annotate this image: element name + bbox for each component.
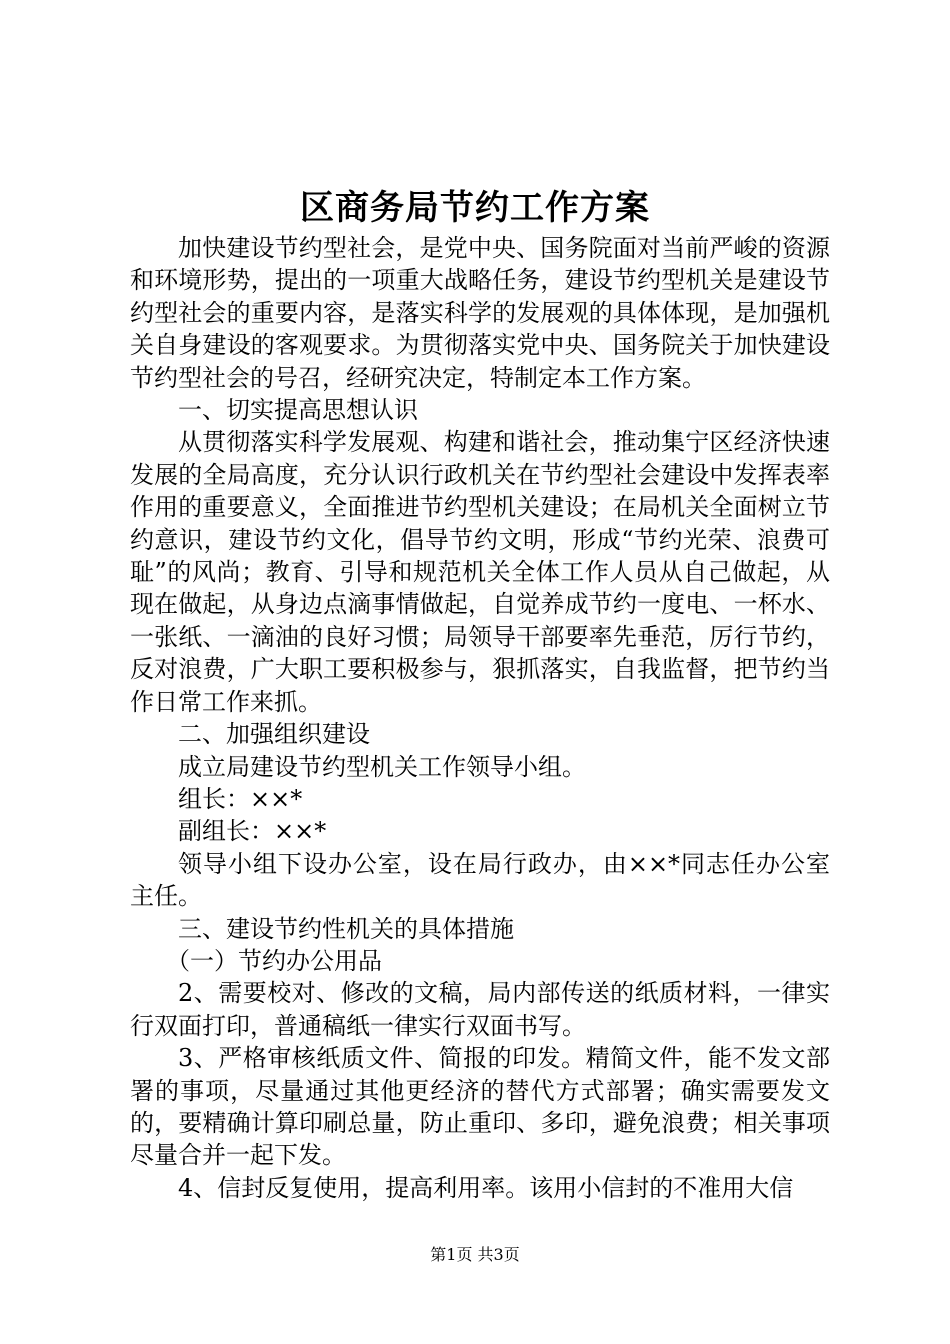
page-number-footer: 第1页 共3页 bbox=[430, 1245, 520, 1264]
document-body bbox=[130, 232, 830, 1204]
paragraph-item-2: 2、需要校对、修改的文稿，局内部传送的纸质材料，一律实行双面打印，普通稿纸一律实行双面书写。 bbox=[130, 979, 830, 1040]
document-title: 区商务局节约工作方案 bbox=[300, 188, 650, 228]
paragraph-intro: 加快建设节约型社会，是党中央、国务院面对当前严峻的资源和环境形势，提出的一项重大战略任务，建设节约型机关是建设节约型社会的重要内容，是落实科学的发展观的具体体现，是加强机关自身建设的客观要求。为贯彻落实党中央、国务院关于加快建设节约型社会的号召，经研究决定，特制定本工作方案。 bbox=[130, 234, 830, 392]
paragraph-item-3: 3、严格审核纸质文件、简报的印发。精简文件，能不发文部署的事项，尽量通过其他更经济的替代方式部署；确实需要发文的，要精确计算印刷总量，防止重印、多印，避免浪费；相关事项尽量合并一起下发。 bbox=[130, 1044, 830, 1170]
paragraph-section-1: 从贯彻落实科学发展观、构建和谐社会，推动集宁区经济快速发展的全局高度，充分认识行政机关在节约型社会建设中发挥表率作用的重要意义，全面推进节约型机关建设；在局机关全面树立节约意识，建设节约文化，倡导节约文明，形成“节约光荣、浪费可耻”的风尚；教育、引导和规范机关全体工作人员从自己做起，从现在做起，从身边点滴事情做起，自觉养成节约一度电、一杯水、一张纸、一滴油的良好习惯；局领导干部要率先垂范，厉行节约，反对浪费，广大职工要积极参与，狠抓落实，自我监督，把节约当作日常工作来抓。 bbox=[130, 428, 830, 716]
section-heading-2: 二、加强组织建设 bbox=[178, 720, 370, 749]
section-heading-1: 一、切实提高思想认识 bbox=[178, 396, 418, 425]
paragraph-leading-group: 成立局建设节约型机关工作领导小组。 bbox=[178, 752, 586, 781]
paragraph-group-leader: 组长：××* bbox=[178, 784, 303, 813]
paragraph-office: 领导小组下设办公室，设在局行政办，由××*同志任办公室主任。 bbox=[130, 849, 830, 911]
subsection-heading-1: （一）节约办公用品 bbox=[166, 946, 382, 975]
paragraph-item-4: 4、信封反复使用，提高利用率。该用小信封的不准用大信 bbox=[178, 1173, 794, 1202]
section-heading-3: 三、建设节约性机关的具体措施 bbox=[178, 914, 514, 943]
paragraph-deputy-leader: 副组长：××* bbox=[178, 817, 327, 846]
